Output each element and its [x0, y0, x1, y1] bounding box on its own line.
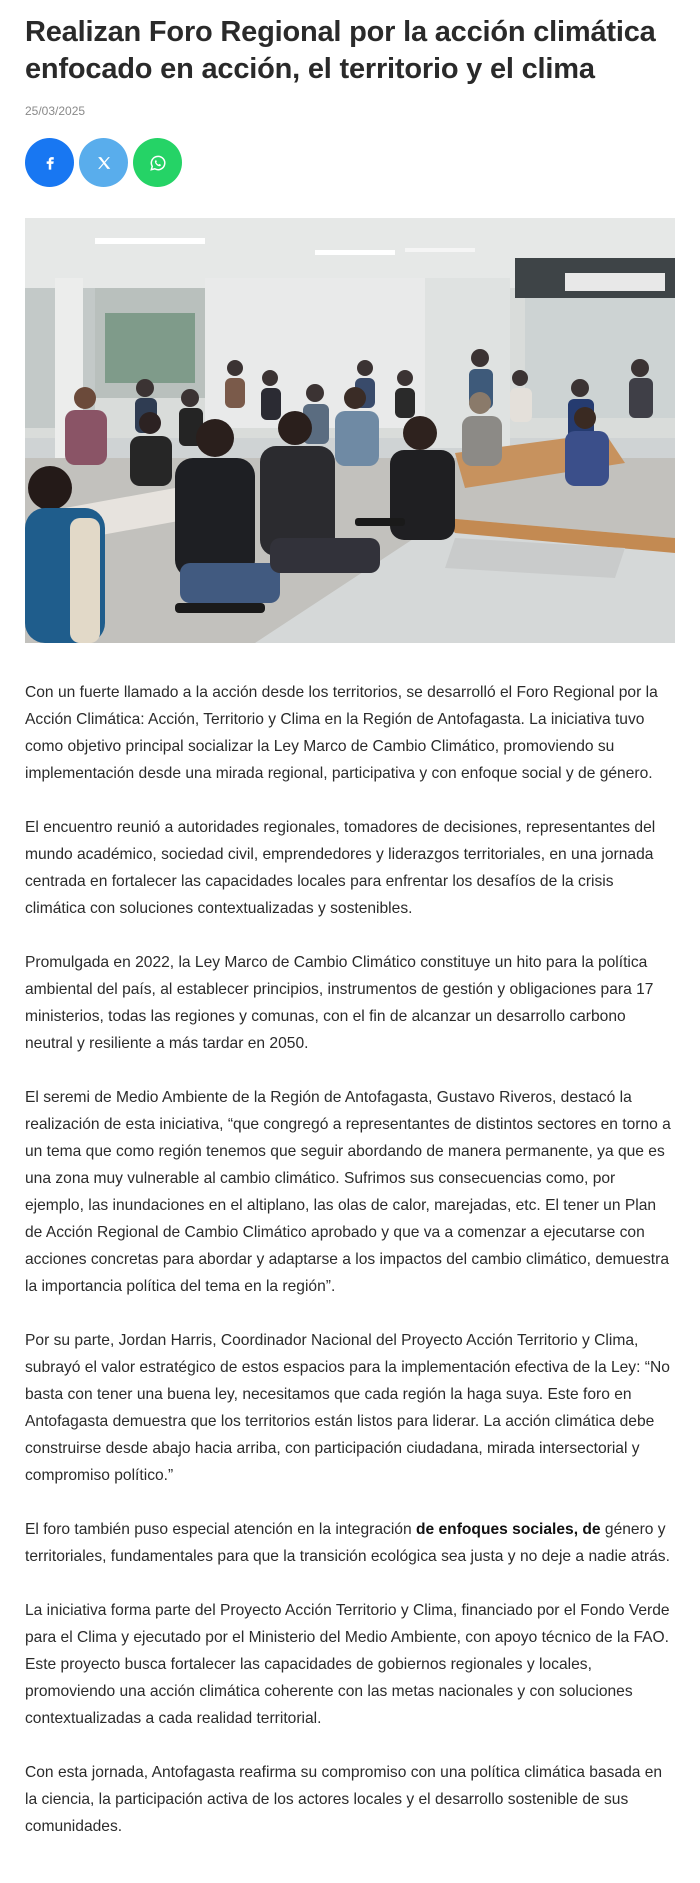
publish-date: 25/03/2025 [25, 104, 86, 118]
share-facebook-button[interactable] [25, 138, 74, 187]
paragraph: El seremi de Medio Ambiente de la Región de Antofagasta, Gustavo Riveros, destacó la realización de esta iniciativa, “que congregó a representantes de distintos sectores en torno a un tema que como región tenemos que seguir abordando de manera permanente, ya que es una zona muy vulnerable al cambio climático. Sufrimos sus consecuencias como, por ejemplo, las inundaciones en el altiplano, las olas de calor, marejadas, etc. El tener un Plan de Acción Regional de Cambio Climático aprobado y que va a comenzar a ejecutarse con acciones concretas para abordar y adaptarse a los impactos del cambio climático, demuestra la importancia política del tema en la región”. [25, 1089, 671, 1295]
article-body [25, 679, 675, 1840]
bold-text: de enfoques sociales, de [415, 1521, 601, 1538]
paragraph: Con un fuerte llamado a la acción desde los territorios, se desarrolló el Foro Regional por la Acción Climática: Acción, Territorio y Clima en la Región de Antofagasta. La iniciativa tuvo como objetivo principal socializar la Ley Marco de Cambio Climático, promoviendo su implementación desde una mirada regional, participativa y con enfoque social y de género. [25, 684, 658, 782]
paragraph: Por su parte, Jordan Harris, Coordinador Nacional del Proyecto Acción Territorio y Clima, subrayó el valor estratégico de estos espacios para la implementación efectiva de la Ley: “No basta con tener una buena ley, necesitamos que cada región la haga suya. Este foro en Antofagasta demuestra que los territorios están listos para liderar. La acción climática debe construirse desde abajo hacia arriba, con participación ciudadana, mirada intersectorial y compromiso político.” [25, 1332, 670, 1484]
forum-photo-illustration [25, 218, 675, 643]
paragraph-text: género y territoriales, fundamentales para que la transición ecológica sea justa y no deje a nadie atrás. [25, 1521, 670, 1565]
paragraph: Promulgada en 2022, la Ley Marco de Cambio Climático constituye un hito para la política ambiental del país, al establecer principios, instrumentos de gestión y obligaciones para 17 ministerios, todas las regiones y comunas, con el fin de alcanzar un desarrollo carbono neutral y resiliente a más tardar en 2050. [25, 954, 654, 1052]
share-bar [25, 138, 675, 187]
facebook-icon [40, 153, 60, 173]
paragraph [25, 1516, 675, 1570]
x-icon [94, 153, 114, 173]
paragraph-text: El foro también puso especial atención en la integración [25, 1521, 416, 1538]
paragraph: Con esta jornada, Antofagasta reafirma su compromiso con una política climática basada en la ciencia, la participación activa de los actores locales y el desarrollo sostenible de sus comunidades. [25, 1764, 663, 1835]
share-whatsapp-button[interactable] [133, 138, 182, 187]
paragraph: El encuentro reunió a autoridades regionales, tomadores de decisiones, representantes del mundo académico, sociedad civil, emprendedores y liderazgos territoriales, en una jornada centrada en fortalecer las capacidades locales para enfrentar los desafíos de la crisis climática con soluciones contextualizadas y sostenibles. [25, 819, 656, 917]
article-photo [25, 218, 675, 643]
article-title: Realizan Foro Regional por la acción climática enfocado en acción, el territorio y el clima [25, 16, 656, 85]
paragraph: La iniciativa forma parte del Proyecto Acción Territorio y Clima, financiado por el Fondo Verde para el Clima y ejecutado por el Ministerio del Medio Ambiente, con apoyo técnico de la FAO. Este proyecto busca fortalecer las capacidades de gobiernos regionales y locales, promoviendo una acción climática coherente con las metas nacionales y con soluciones contextualizadas a cada realidad territorial. [25, 1602, 670, 1727]
whatsapp-icon [148, 153, 168, 173]
share-x-button[interactable] [79, 138, 128, 187]
